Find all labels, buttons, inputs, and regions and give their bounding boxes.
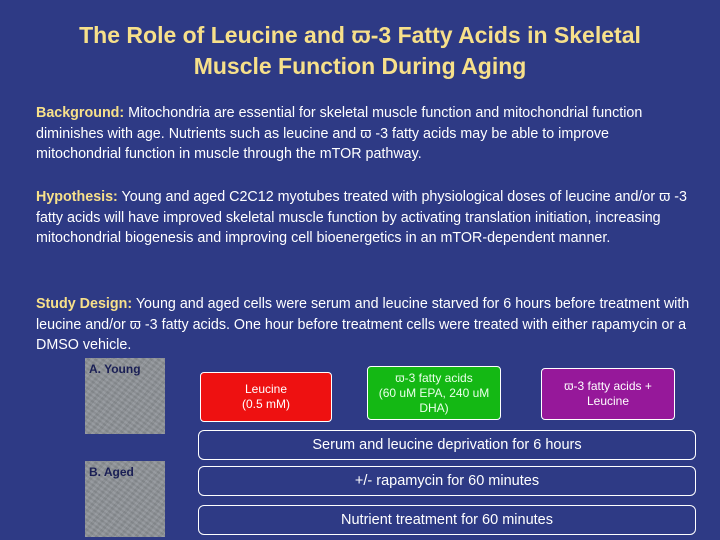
- slide-title: [20, 20, 700, 82]
- combined-treatment-line-1: ϖ-3 fatty acids +: [564, 379, 652, 393]
- slide-title-line-1: The Role of Leucine and ϖ-3 Fatty Acids in Skeletal: [79, 22, 641, 48]
- omega3-treatment-line-3: DHA): [419, 400, 449, 415]
- step-rapamycin: +/- rapamycin for 60 minutes: [198, 466, 696, 496]
- hypothesis-text: Young and aged C2C12 myotubes treated with physiological doses of leucine and/or ϖ -3 fatty acids will have improved skeletal muscle function by activating translation initiation, increasing mitochondrial biogenesis and improving cell bioenergetics in an mTOR-dependent manner.: [36, 189, 687, 246]
- hypothesis-label: Hypothesis:: [36, 189, 118, 205]
- aged-cells-image: [85, 461, 165, 537]
- omega3-treatment-line-2: (60 uM EPA, 240 uM: [378, 385, 490, 400]
- young-cells-label: A. Young: [89, 362, 141, 376]
- step-deprivation: Serum and leucine deprivation for 6 hours: [198, 430, 696, 460]
- omega3-treatment-line-1: ϖ-3 fatty acids: [395, 370, 473, 385]
- background-text: Mitochondria are essential for skeletal muscle function and mitochondrial function diminishes with age. Nutrients such as leucine and ϖ -3 fatty acids may be able to improve mitochondrial function in muscle through the mTOR pathway.: [36, 105, 643, 162]
- leucine-treatment-line-2: (0.5 mM): [242, 397, 290, 411]
- combined-treatment-line-2: Leucine: [586, 394, 630, 408]
- leucine-treatment-line-1: Leucine: [244, 382, 288, 396]
- slide-title-line-2: Muscle Function During Aging: [193, 53, 527, 79]
- background-label: Background:: [36, 105, 125, 121]
- omega3-treatment-box: [367, 366, 501, 420]
- leucine-treatment-box: [200, 372, 332, 422]
- young-cells-image: [85, 358, 165, 434]
- study-design-text: Young and aged cells were serum and leucine starved for 6 hours before treatment with leucine and/or ϖ -3 fatty acids. One hour before treatment cells were treated with either rapamycin or a DMSO vehicle.: [36, 296, 690, 353]
- study-design-paragraph: [36, 294, 696, 356]
- step-nutrient-treatment: Nutrient treatment for 60 minutes: [198, 505, 696, 535]
- study-design-label: Study Design:: [36, 296, 133, 312]
- background-paragraph: [36, 103, 696, 165]
- combined-treatment-box: [541, 368, 675, 420]
- aged-cells-label: B. Aged: [89, 465, 134, 479]
- hypothesis-paragraph: [36, 187, 696, 249]
